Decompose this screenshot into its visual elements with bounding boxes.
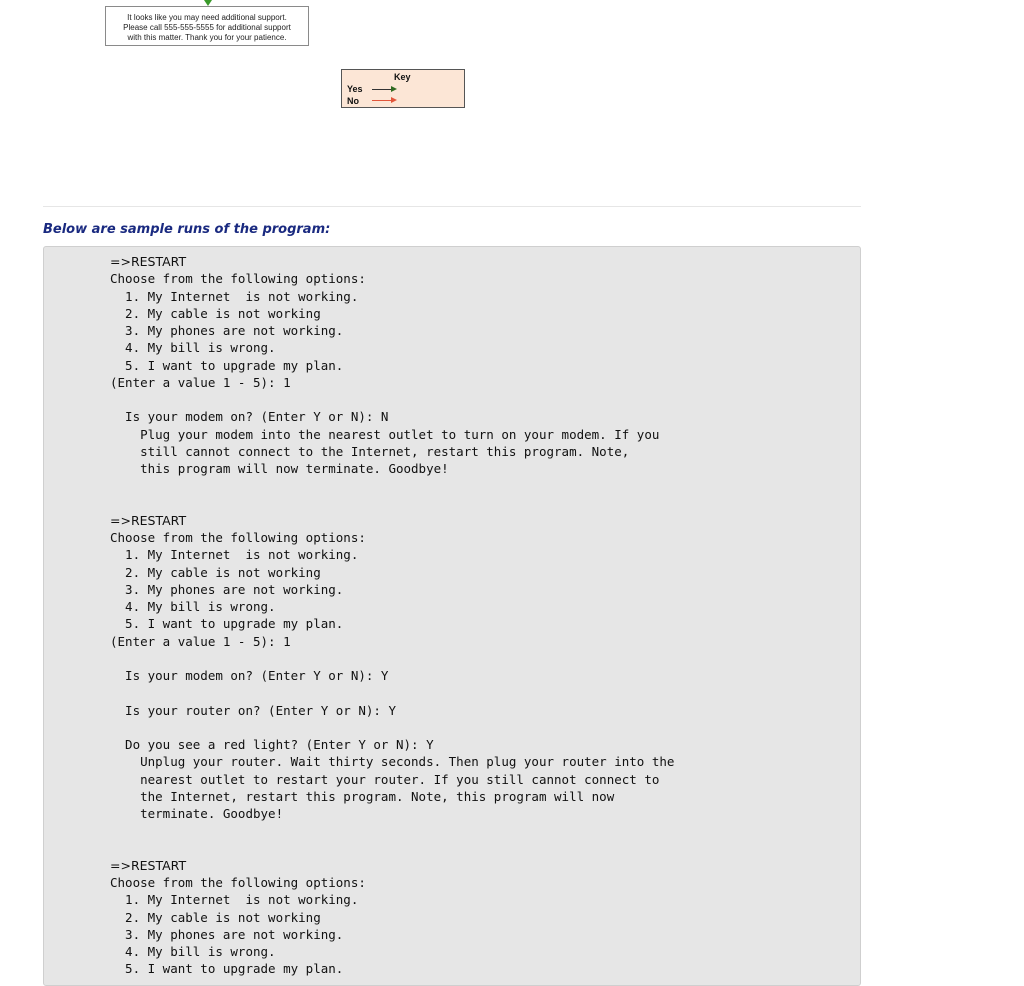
console-line: 2. My cable is not working <box>110 909 321 925</box>
key-no-label: No <box>347 96 359 106</box>
console-line <box>110 477 674 494</box>
console-line <box>110 391 674 408</box>
yes-arrow-line <box>372 89 392 90</box>
console-line: 5. I want to upgrade my plan. <box>110 616 344 632</box>
console-line: Choose from the following options: <box>110 875 366 890</box>
console-line: terminate. Goodbye! <box>110 806 284 821</box>
console-line: 3. My phones are not working. <box>110 323 344 338</box>
console-line: =>RESTART <box>110 857 187 873</box>
support-message-box <box>105 6 309 46</box>
console-line: still cannot connect to the Internet, restart this program. Note, <box>110 443 630 459</box>
console-line: nearest outlet to restart your router. If you still cannot connect to <box>110 771 660 787</box>
console-line: Do you see a red light? (Enter Y or N): Y <box>110 737 434 752</box>
console-line: (Enter a value 1 - 5): 1 <box>110 633 291 649</box>
console-line: =>RESTART <box>110 254 187 269</box>
console-line: the Internet, restart this program. Note, this program will now <box>110 788 615 804</box>
console-line <box>110 719 674 736</box>
console-line: 5. I want to upgrade my plan. <box>110 357 344 373</box>
console-line: 5. I want to upgrade my plan. <box>110 961 344 977</box>
key-yes-label: Yes <box>347 84 363 94</box>
console-line: Is your modem on? (Enter Y or N): Y <box>110 668 389 683</box>
section-divider <box>43 206 861 207</box>
console-line: =>RESTART <box>110 512 187 528</box>
no-arrow-icon <box>391 97 397 103</box>
console-line: 4. My bill is wrong. <box>110 944 276 959</box>
console-line: Choose from the following options: <box>110 271 366 287</box>
console-line: 4. My bill is wrong. <box>110 340 276 356</box>
console-line: Is your router on? (Enter Y or N): Y <box>110 702 396 718</box>
console-line: 1. My Internet is not working. <box>110 892 359 908</box>
support-message-line: with this matter. Thank you for your patience. <box>127 33 287 42</box>
console-line: Is your modem on? (Enter Y or N): N <box>110 409 389 425</box>
console-line <box>110 684 674 701</box>
sample-runs-heading: Below are sample runs of the program: <box>43 222 331 237</box>
console-line <box>110 840 674 857</box>
console-line: Plug your modem into the nearest outlet to turn on your modem. If you <box>110 426 660 442</box>
console-line: 1. My Internet is not working. <box>110 547 359 563</box>
console-line: 4. My bill is wrong. <box>110 599 276 614</box>
console-line: 2. My cable is not working <box>110 564 321 580</box>
console-line: (Enter a value 1 - 5): 1 <box>110 374 291 390</box>
sample-output-panel <box>43 246 861 986</box>
key-legend <box>341 69 465 108</box>
console-output <box>110 253 674 978</box>
console-line: Unplug your router. Wait thirty seconds. Then plug your router into the <box>110 754 675 770</box>
console-line <box>110 822 674 839</box>
console-line: 2. My cable is not working <box>110 305 321 321</box>
yes-arrow-icon <box>391 86 397 92</box>
console-line <box>110 495 674 512</box>
key-legend-title: Key <box>394 72 411 82</box>
console-line: Choose from the following options: <box>110 530 366 545</box>
support-message-line: Please call 555-555-5555 for additional support <box>123 23 291 32</box>
no-arrow-line <box>372 100 392 101</box>
support-message-line: It looks like you may need additional support. <box>127 13 287 22</box>
console-line <box>110 650 674 667</box>
console-line: this program will now terminate. Goodbye! <box>110 461 449 476</box>
console-line: 1. My Internet is not working. <box>110 288 359 304</box>
console-line: 3. My phones are not working. <box>110 581 344 597</box>
console-line: 3. My phones are not working. <box>110 926 344 942</box>
